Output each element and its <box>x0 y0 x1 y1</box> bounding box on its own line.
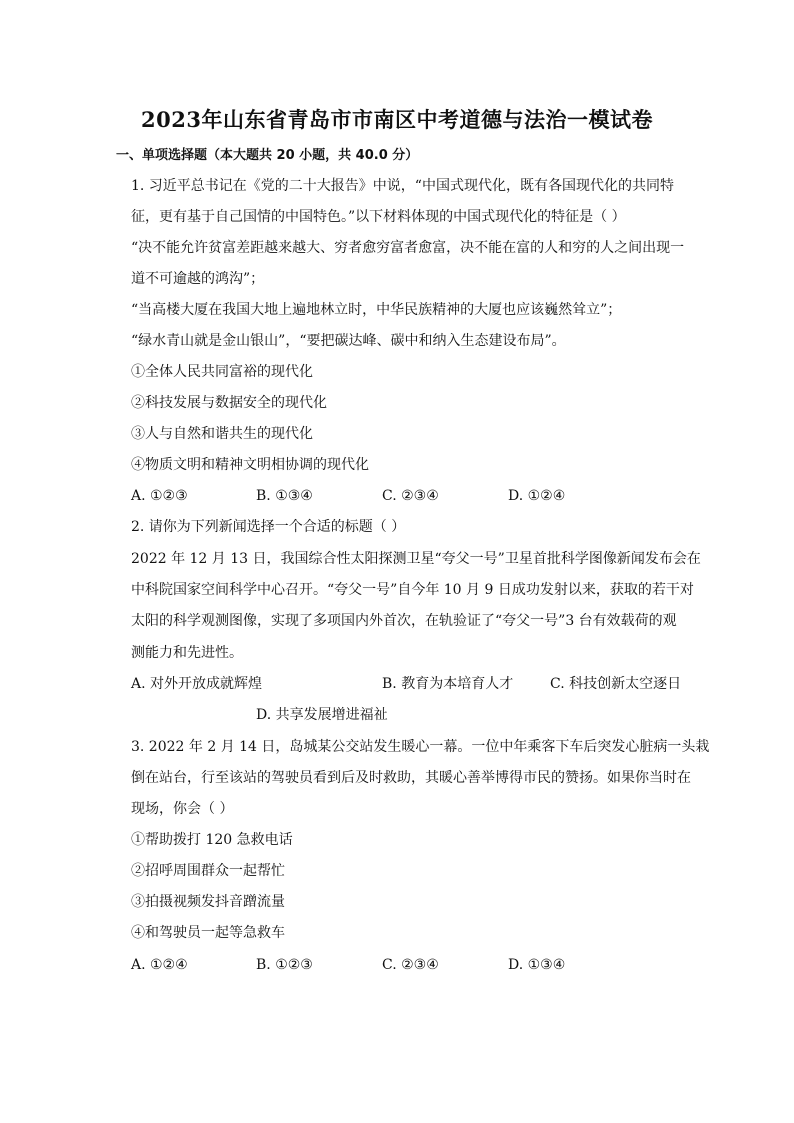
question-3-option-a: A. ①②④ <box>131 957 188 973</box>
question-3-line: ③拍摄视频发抖音蹭流量 <box>131 894 285 910</box>
question-3-line: ②招呼周围群众一起帮忙 <box>131 863 285 879</box>
question-1-option-c: C. ②③④ <box>382 488 439 504</box>
question-2-option-b: B. 教育为本培育人才 <box>382 676 514 692</box>
question-2-line: 测能力和先进性。 <box>131 645 243 661</box>
question-1-line: 道不可逾越的鸿沟”； <box>131 271 265 287</box>
question-1-line: ②科技发展与数据安全的现代化 <box>131 395 327 411</box>
question-1-line: ④物质文明和精神文明相协调的现代化 <box>131 457 369 473</box>
question-1-line: “当高楼大厦在我国大地上遍地林立时，中华民族精神的大厦也应该巍然耸立”； <box>131 302 622 318</box>
question-3-line: 3. 2022 年 2 月 14 日，岛城某公交站发生暖心一幕。一位中年乘客下车后突发心脏病一头栽 <box>131 739 710 755</box>
page-title: 2023年山东省青岛市市南区中考道德与法治一模试卷 <box>141 107 653 132</box>
question-1-line: ①全体人民共同富裕的现代化 <box>131 364 313 380</box>
question-1-line: “决不能允许贫富差距越来越大、穷者愈穷富者愈富，决不能在富的人和穷的人之间出现一 <box>131 240 685 256</box>
section-heading: 一、单项选择题（本大题共 20 小题，共 40.0 分） <box>116 148 419 163</box>
question-1-line: “绿水青山就是金山银山”，“要把碳达峰、碳中和纳入生态建设布局”。 <box>131 333 566 349</box>
question-3-line: ④和驾驶员一起等急救车 <box>131 925 285 941</box>
question-3-line: 倒在站台，行至该站的驾驶员看到后及时救助，其暖心善举博得市民的赞扬。如果你当时在 <box>131 770 691 786</box>
question-3-line: ①帮助拨打 120 急救电话 <box>131 832 293 848</box>
question-2-line: 2022 年 12 月 13 日，我国综合性太阳探测卫星“夸父一号”卫星首批科学图像新闻发布会在 <box>131 551 701 567</box>
question-2-line: 2. 请你为下列新闻选择一个合适的标题（ ） <box>131 519 406 535</box>
question-2-option-a: A. 对外开放成就辉煌 <box>131 676 263 692</box>
question-1-option-a: A. ①②③ <box>131 488 188 504</box>
question-3-option-c: C. ②③④ <box>382 957 439 973</box>
question-2-option-d: D. 共享发展增进福祉 <box>256 707 388 723</box>
question-1-option-b: B. ①③④ <box>256 488 313 504</box>
question-2-line: 太阳的科学观测图像，实现了多项国内外首次，在轨验证了“夸父一号”3 台有效载荷的观 <box>131 613 677 629</box>
question-1-option-d: D. ①②④ <box>508 488 566 504</box>
question-3-line: 现场，你会（ ） <box>131 801 234 817</box>
question-2-option-c: C. 科技创新太空逐日 <box>550 676 682 692</box>
question-1-line: 征，更有基于自己国情的中国特色。”以下材料体现的中国式现代化的特征是（ ） <box>131 209 626 225</box>
question-2-line: 中科院国家空间科学中心召开。“夸父一号”自今年 10 月 9 日成功发射以来，获取的若干对 <box>131 582 694 598</box>
question-3-option-b: B. ①②③ <box>256 957 313 973</box>
question-1-line: 1. 习近平总书记在《党的二十大报告》中说，“中国式现代化，既有各国现代化的共同特 <box>131 178 674 194</box>
question-1-line: ③人与自然和谐共生的现代化 <box>131 426 313 442</box>
question-3-option-d: D. ①③④ <box>508 957 566 973</box>
